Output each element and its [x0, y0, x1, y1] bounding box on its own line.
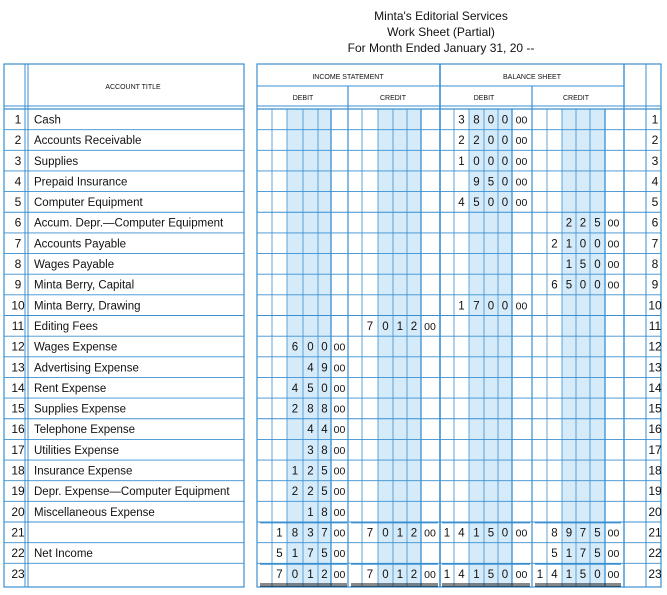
amount-digit: 5 — [487, 527, 495, 540]
amount-digit: 4 — [458, 197, 465, 210]
amount-digit: 9 — [473, 176, 480, 189]
form-name: Work Sheet (Partial) — [387, 25, 495, 39]
amount-digit: 8 — [321, 506, 328, 519]
line-number: 10 — [11, 298, 25, 313]
amount-digit: 1 — [307, 506, 314, 519]
amount-digit: 9 — [321, 362, 328, 375]
debit-header: DEBIT — [473, 95, 495, 102]
account-title: Telephone Expense — [34, 424, 136, 437]
amount-digit: 1 — [396, 527, 404, 540]
amount-digit: 0 — [501, 114, 509, 127]
account-title: Rent Expense — [34, 382, 107, 395]
line-number-right: 4 — [651, 174, 659, 189]
account-title: Insurance Expense — [34, 465, 133, 478]
amount-digit: 7 — [366, 320, 374, 333]
amount-digit: 2 — [410, 320, 418, 333]
amount-digit: 0 — [594, 259, 601, 272]
account-title: Accounts Receivable — [34, 135, 142, 148]
amount-cents: 00 — [333, 465, 346, 478]
amount-digit: 4 — [458, 568, 465, 581]
amount-digit: 2 — [291, 486, 299, 499]
account-title: Minta Berry, Capital — [34, 279, 135, 292]
amount-digit: 1 — [565, 548, 573, 561]
account-title: Supplies — [34, 155, 79, 168]
amount-digit: 5 — [276, 548, 283, 561]
period: For Month Ended January 31, 20 -- — [347, 41, 535, 55]
amount-digit: 5 — [307, 382, 314, 395]
amount-digit: 1 — [473, 568, 480, 581]
line-number-right: 22 — [648, 546, 662, 561]
amount-cents: 00 — [515, 135, 528, 148]
line-number-right: 15 — [648, 401, 662, 416]
line-number: 12 — [11, 339, 25, 354]
line-number: 2 — [14, 133, 22, 148]
line-number-right: 6 — [651, 215, 659, 230]
amount-cents: 00 — [607, 217, 620, 230]
amount-digit: 8 — [321, 444, 328, 457]
amount-digit: 0 — [501, 155, 509, 168]
line-number-right: 17 — [648, 442, 662, 457]
amount-digit: 0 — [594, 238, 601, 251]
amount-cents: 00 — [333, 444, 346, 457]
credit-header: CREDIT — [379, 95, 407, 102]
amount-digit: 1 — [458, 300, 465, 313]
amount-digit: 7 — [473, 300, 480, 313]
amount-cents: 00 — [607, 238, 620, 251]
amount-cents: 00 — [515, 176, 528, 189]
amount-cents: 00 — [333, 486, 346, 499]
amount-digit: 7 — [321, 527, 328, 540]
line-number-right: 21 — [648, 525, 662, 540]
amount-cents: 00 — [607, 548, 620, 561]
amount-digit: 1 — [458, 155, 465, 168]
account-title: Utilities Expense — [34, 444, 120, 457]
line-number-right: 18 — [648, 463, 662, 478]
amount-cents: 00 — [515, 300, 528, 313]
amount-digit: 5 — [579, 259, 587, 272]
amount-digit: 5 — [487, 176, 495, 189]
amount-digit: 0 — [579, 238, 587, 251]
line-number-right: 19 — [648, 484, 662, 499]
amount-digit: 2 — [307, 486, 314, 499]
amount-digit: 1 — [443, 527, 451, 540]
account-title: Minta Berry, Drawing — [34, 300, 141, 313]
line-number-right: 16 — [648, 422, 662, 437]
line-number-right: 7 — [651, 236, 659, 251]
account-title: Depr. Expense—Computer Equipment — [34, 486, 230, 499]
line-number-right: 12 — [648, 339, 662, 354]
account-title: Miscellaneous Expense — [34, 506, 155, 519]
amount-digit: 1 — [396, 320, 404, 333]
line-number: 21 — [11, 525, 25, 540]
line-number-right: 9 — [651, 277, 659, 292]
amount-digit: 1 — [307, 568, 314, 581]
amount-digit: 5 — [579, 568, 587, 581]
shaded-column — [378, 109, 421, 587]
amount-cents: 00 — [333, 424, 346, 437]
amount-digit: 5 — [321, 548, 328, 561]
amount-digit: 8 — [321, 403, 328, 416]
amount-digit: 5 — [473, 197, 480, 210]
income-statement-header: INCOME STATEMENT — [312, 74, 384, 81]
debit-header: DEBIT — [292, 95, 314, 102]
amount-digit: 0 — [487, 197, 495, 210]
amount-digit: 1 — [565, 238, 573, 251]
amount-digit: 5 — [487, 568, 495, 581]
amount-cents: 00 — [607, 279, 620, 292]
line-number: 16 — [11, 422, 25, 437]
amount-digit: 0 — [501, 527, 509, 540]
line-number: 8 — [14, 257, 22, 272]
amount-cents: 00 — [424, 568, 436, 581]
amount-cents: 00 — [333, 568, 346, 581]
line-number-right: 14 — [648, 380, 662, 395]
amount-cents: 00 — [424, 527, 436, 540]
amount-digit: 0 — [321, 382, 328, 395]
amount-cents: 00 — [333, 362, 346, 375]
line-number-right: 10 — [648, 298, 662, 313]
amount-digit: 0 — [382, 527, 389, 540]
account-title: Wages Payable — [34, 259, 115, 272]
line-number-right: 1 — [651, 112, 659, 127]
line-number: 18 — [11, 463, 25, 478]
amount-digit: 1 — [565, 568, 573, 581]
amount-cents: 00 — [515, 114, 528, 127]
amount-digit: 1 — [536, 568, 544, 581]
amount-digit: 8 — [551, 527, 558, 540]
amount-digit: 2 — [321, 568, 328, 581]
amount-digit: 0 — [501, 197, 509, 210]
amount-digit: 1 — [291, 465, 299, 478]
account-title: Cash — [34, 114, 61, 127]
amount-digit: 2 — [410, 568, 418, 581]
line-number: 22 — [11, 546, 25, 561]
amount-cents: 00 — [515, 568, 528, 581]
amount-digit: 0 — [487, 114, 495, 127]
amount-digit: 2 — [291, 403, 299, 416]
amount-digit: 2 — [473, 135, 480, 148]
line-number-right: 5 — [651, 195, 659, 210]
credit-header: CREDIT — [562, 95, 590, 102]
amount-digit: 5 — [321, 465, 328, 478]
amount-digit: 3 — [307, 444, 314, 457]
amount-digit: 1 — [565, 259, 573, 272]
amount-cents: 00 — [424, 320, 436, 333]
amount-digit: 1 — [396, 568, 404, 581]
amount-cents: 00 — [333, 506, 346, 519]
amount-digit: 7 — [579, 548, 587, 561]
amount-digit: 5 — [565, 279, 573, 292]
line-number: 7 — [14, 236, 22, 251]
line-number: 11 — [11, 318, 25, 333]
line-number: 6 — [14, 215, 22, 230]
amount-digit: 3 — [307, 527, 314, 540]
amount-digit: 0 — [382, 568, 389, 581]
amount-digit: 4 — [321, 424, 328, 437]
line-number: 15 — [11, 401, 25, 416]
line-number-right: 3 — [651, 153, 659, 168]
line-number: 14 — [11, 380, 25, 395]
amount-cents: 00 — [333, 341, 346, 354]
amount-digit: 0 — [501, 300, 509, 313]
amount-digit: 0 — [487, 155, 495, 168]
amount-digit: 1 — [473, 527, 480, 540]
line-number: 23 — [11, 566, 25, 581]
amount-cents: 00 — [333, 403, 346, 416]
amount-digit: 8 — [473, 114, 480, 127]
amount-digit: 6 — [291, 341, 299, 354]
amount-digit: 6 — [551, 279, 558, 292]
amount-cents: 00 — [607, 527, 620, 540]
amount-digit: 0 — [487, 300, 495, 313]
amount-digit: 5 — [551, 548, 558, 561]
balance-sheet-header: BALANCE SHEET — [503, 74, 561, 81]
line-number-right: 8 — [651, 257, 659, 272]
account-title: Accounts Payable — [34, 238, 127, 251]
amount-digit: 8 — [307, 403, 314, 416]
amount-cents: 00 — [515, 527, 528, 540]
amount-digit: 4 — [307, 362, 314, 375]
line-number-right: 23 — [648, 566, 662, 581]
line-number-right: 13 — [648, 360, 662, 375]
amount-digit: 5 — [594, 217, 601, 230]
amount-digit: 7 — [307, 548, 314, 561]
account-title: Editing Fees — [34, 320, 98, 333]
amount-digit: 2 — [458, 135, 465, 148]
amount-digit: 0 — [501, 568, 509, 581]
line-number: 9 — [14, 277, 22, 292]
amount-digit: 2 — [410, 527, 418, 540]
line-number: 1 — [14, 112, 22, 127]
line-number-right: 11 — [648, 318, 662, 333]
amount-digit: 2 — [307, 465, 314, 478]
line-number: 17 — [11, 442, 25, 457]
amount-digit: 5 — [594, 548, 601, 561]
amount-digit: 7 — [366, 568, 374, 581]
amount-digit: 2 — [551, 238, 558, 251]
amount-digit: 0 — [382, 320, 389, 333]
amount-digit: 0 — [501, 176, 509, 189]
account-title: Net Income — [34, 548, 93, 561]
line-number: 20 — [11, 504, 25, 519]
line-number: 4 — [14, 174, 22, 189]
amount-digit: 5 — [321, 486, 328, 499]
amount-cents: 00 — [333, 382, 346, 395]
line-number: 19 — [11, 484, 25, 499]
amount-digit: 8 — [291, 527, 299, 540]
line-number-right: 20 — [648, 504, 662, 519]
amount-cents: 00 — [515, 197, 528, 210]
amount-digit: 4 — [291, 382, 299, 395]
amount-digit: 9 — [565, 527, 573, 540]
account-title: Computer Equipment — [34, 197, 143, 210]
amount-digit: 0 — [291, 568, 299, 581]
line-number-right: 2 — [651, 133, 659, 148]
amount-digit: 0 — [501, 135, 509, 148]
account-title: Wages Expense — [34, 341, 118, 354]
account-title: Advertising Expense — [34, 362, 139, 375]
account-title: Accum. Depr.—Computer Equipment — [34, 217, 224, 230]
amount-digit: 7 — [579, 527, 587, 540]
amount-digit: 1 — [443, 568, 451, 581]
amount-cents: 00 — [515, 155, 528, 168]
account-title: Prepaid Insurance — [34, 176, 128, 189]
amount-digit: 0 — [487, 135, 495, 148]
line-number: 13 — [11, 360, 25, 375]
amount-digit: 0 — [473, 155, 480, 168]
amount-digit: 4 — [458, 527, 465, 540]
amount-digit: 2 — [579, 217, 587, 230]
amount-digit: 0 — [594, 568, 601, 581]
amount-digit: 0 — [579, 279, 587, 292]
amount-cents: 00 — [607, 568, 620, 581]
company-name: Minta's Editorial Services — [374, 9, 508, 23]
shaded-column — [562, 109, 605, 587]
amount-digit: 4 — [307, 424, 314, 437]
amount-digit: 3 — [458, 114, 465, 127]
amount-digit: 7 — [366, 527, 374, 540]
amount-digit: 5 — [594, 527, 601, 540]
account-title-header: ACCOUNT TITLE — [105, 84, 161, 91]
amount-digit: 1 — [276, 527, 283, 540]
amount-cents: 00 — [333, 548, 346, 561]
amount-digit: 1 — [291, 548, 299, 561]
amount-digit: 7 — [276, 568, 283, 581]
amount-digit: 2 — [565, 217, 573, 230]
line-number: 5 — [14, 195, 22, 210]
amount-digit: 0 — [321, 341, 328, 354]
amount-cents: 00 — [333, 527, 346, 540]
account-title: Supplies Expense — [34, 403, 127, 416]
line-number: 3 — [14, 153, 22, 168]
amount-digit: 4 — [551, 568, 558, 581]
amount-digit: 0 — [307, 341, 314, 354]
amount-digit: 0 — [594, 279, 601, 292]
amount-cents: 00 — [607, 259, 620, 272]
